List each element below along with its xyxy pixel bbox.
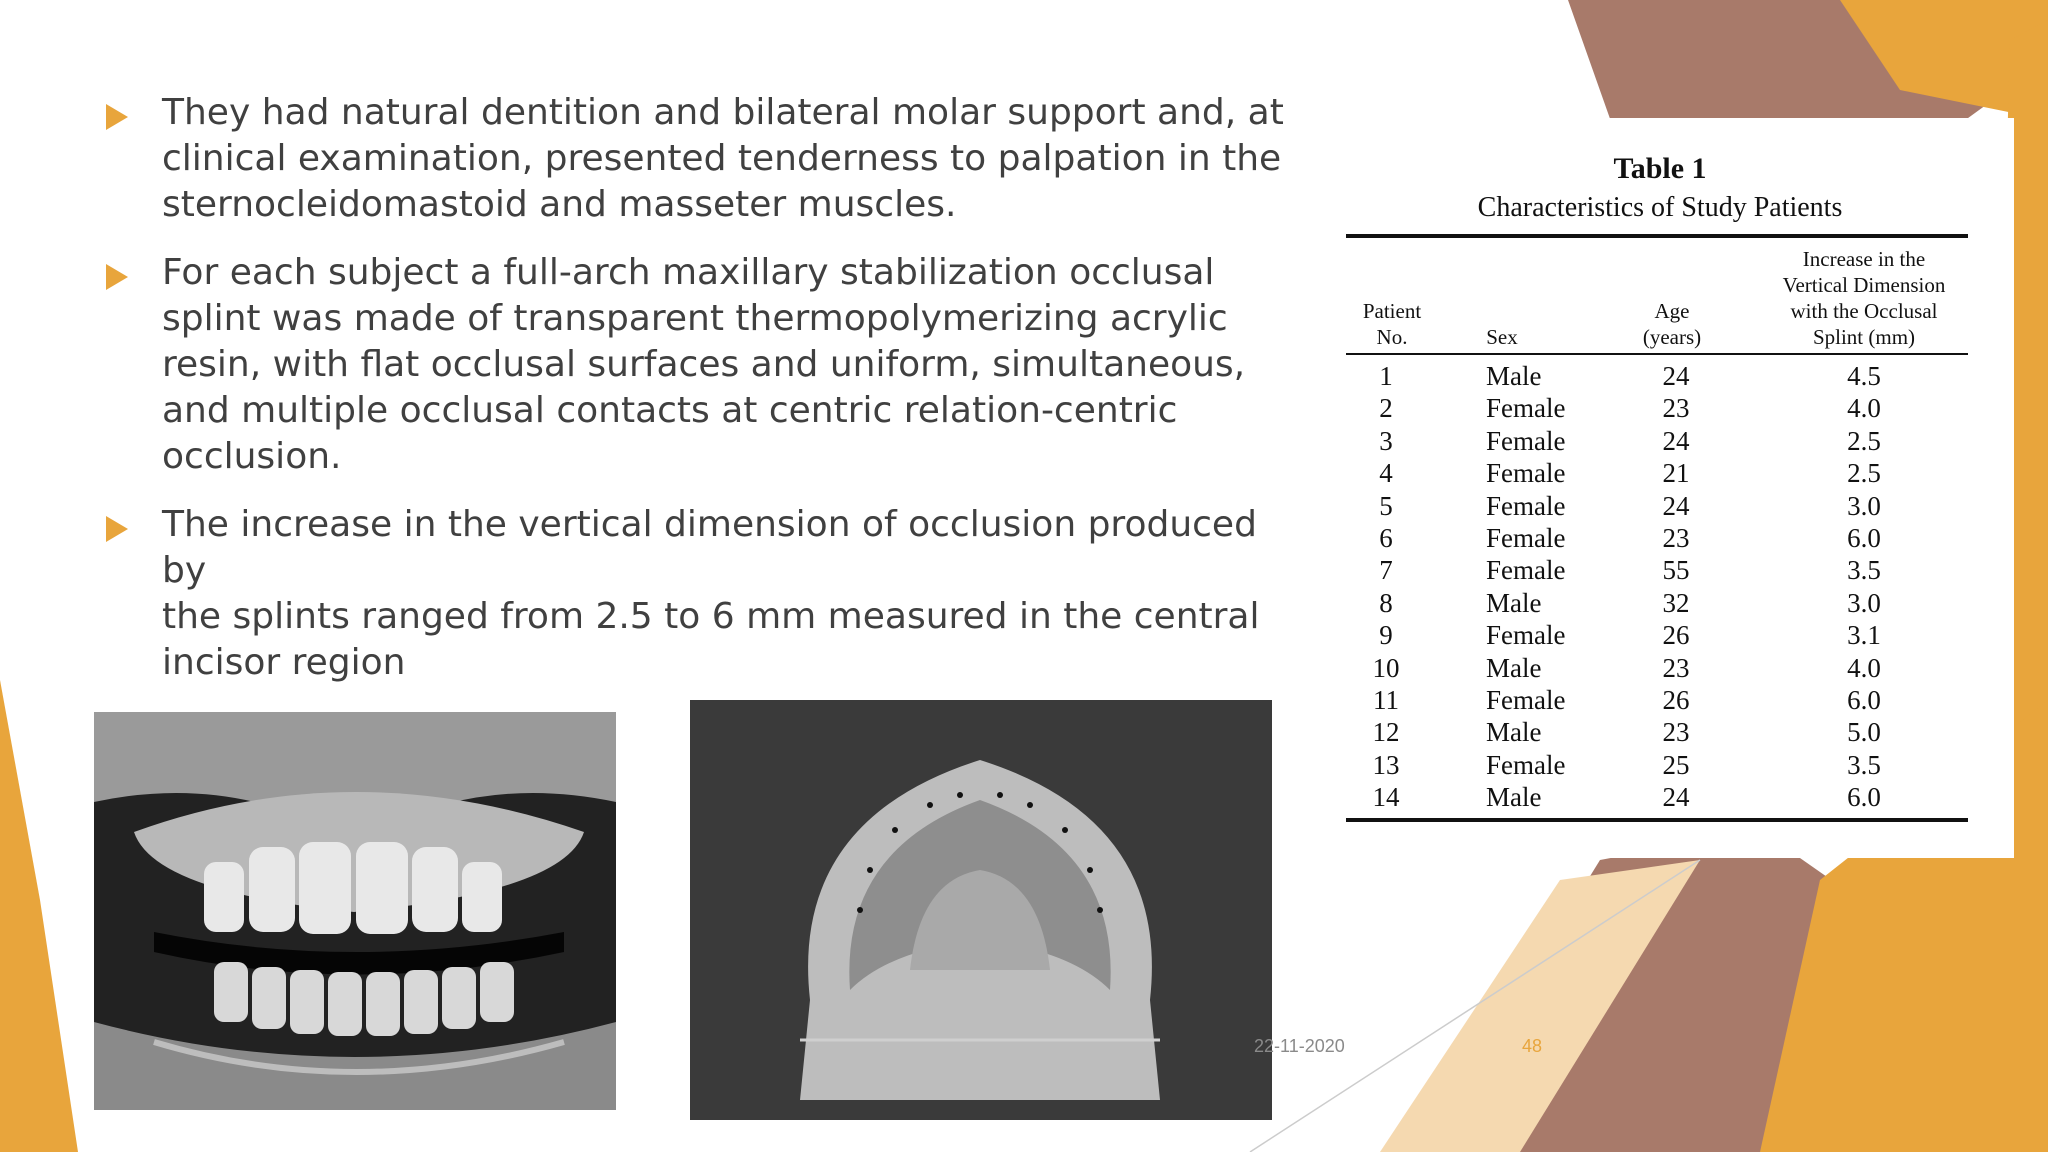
bullet-text: They had natural dentition and bilateral molar support and, at clinical examination, presented tenderness to palpation in the sternocleidomastoid and masseter muscles. [162, 92, 1284, 225]
teeth-photo-graphic [94, 712, 616, 1110]
bullet-arrow-icon [106, 264, 128, 290]
table-row: 7 Female 55 3.5 [1379, 555, 1881, 586]
bullet-text: For each subject a full-arch maxillary stabilization occlusal splint was made of transparent thermopolymerizing acrylic resin, with flat occlusal surfaces and uniform, simultaneous, and multiple occlusal contacts at centric relation-centric occlusion. [162, 252, 1246, 477]
table-row: 14 Male 24 6.0 [1372, 782, 1881, 813]
table-row: 2 Female 23 4.0 [1379, 393, 1881, 424]
page-number: 48 [1522, 1036, 1543, 1056]
table-row: 11 Female 26 6.0 [1373, 684, 1881, 715]
table-row: 13 Female 25 3.5 [1372, 749, 1881, 780]
table-row: 1 Male 24 4.5 [1379, 361, 1881, 391]
header-increase: Increase in the Vertical Dimension with the Occlusal Splint (mm) [1782, 247, 1946, 349]
teeth-photo [94, 712, 616, 1110]
bullet-text: The increase in the vertical dimension of occlusion produced by the splints ranged from 2.5 to 6 mm measured in the central incisor region [162, 504, 1260, 683]
table-top-rule [1346, 234, 1968, 238]
table-row: 10 Male 23 4.0 [1372, 652, 1881, 683]
table-row: 12 Male 23 5.0 [1372, 717, 1881, 748]
table-row: 5 Female 24 3.0 [1379, 490, 1881, 521]
splint-photo [690, 700, 1272, 1120]
bullet-item [106, 250, 1286, 480]
bullet-item [106, 90, 1286, 228]
table-title: Table 1 [1613, 152, 1707, 185]
table-row: 4 Female 21 2.5 [1379, 458, 1881, 489]
table-row: 8 Male 32 3.0 [1379, 587, 1881, 618]
header-sex: Sex [1486, 325, 1518, 349]
bullet-item [106, 502, 1286, 686]
left-accent-shape [0, 680, 78, 1152]
table-bottom-rule [1346, 818, 1968, 822]
table-body [1306, 360, 2014, 813]
footer-date: 22-11-2020 [1254, 1036, 1345, 1056]
bullet-arrow-icon [106, 516, 128, 542]
table-row: 3 Female 24 2.5 [1379, 425, 1881, 456]
bullet-arrow-icon [106, 104, 128, 130]
splint-photo-graphic [690, 700, 1272, 1120]
header-age: Age (years) [1642, 299, 1702, 349]
patient-table [1306, 118, 2014, 858]
table-header-rule [1346, 353, 1968, 355]
table-row: 6 Female 23 6.0 [1379, 522, 1881, 553]
bullet-list [106, 90, 1286, 708]
header-patient-no: Patient No. [1362, 299, 1422, 349]
table-row: 9 Female 26 3.1 [1379, 620, 1881, 651]
table-subtitle: Characteristics of Study Patients [1477, 192, 1843, 223]
